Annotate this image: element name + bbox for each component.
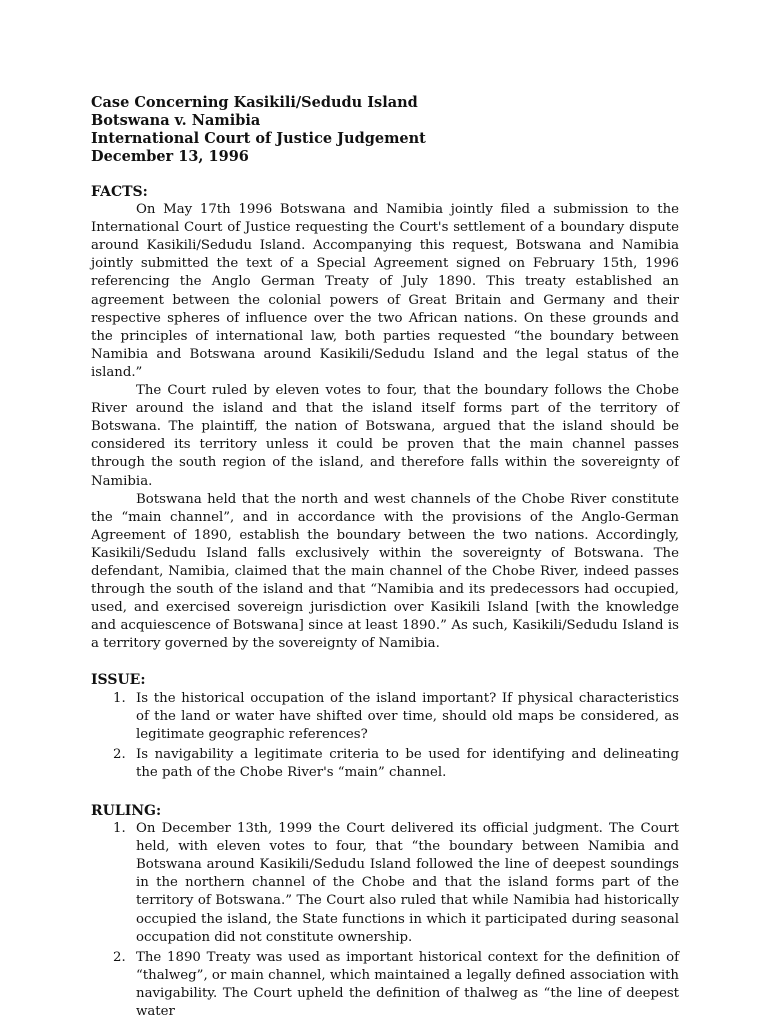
- ruling-item: [91, 820, 679, 947]
- document-body: [91, 183, 679, 1023]
- issue-item-number: 1.: [113, 690, 126, 706]
- facts-heading: FACTS:: [91, 184, 148, 200]
- ruling-item-text: On December 13th, 1999 the Court delivered its official judgment. The Court held, with eleven votes to four, that “the boundary between Namibia and Botswana around Kasikili/Sedudu Island followed the line of deepest soundings in the northern channel of the Chobe and that the island forms part of the territory of Botswana.” The Court also ruled that while Namibia had historically occupied the island, the State functions in which it participated during seasonal occupation did not constitute ownership.: [136, 821, 679, 945]
- facts-paragraph-1: On May 17th 1996 Botswana and Namibia jointly filed a submission to the International Court of Justice requesting the Court's settlement of a boundary dispute around Kasikili/Sedudu Island. Accompanying this request, Botswana and Namibia jointly submitted the text of a Special Agreement signed on February 15th, 1996 referencing the Anglo German Treaty of July 1890. This treaty established an agreement between the colonial powers of Great Britain and Germany and their respective spheres of influence over the two African nations. On these grounds and the principles of international law, both parties requested “the boundary between Namibia and Botswana around Kasikili/Sedudu Island and the legal status of the island.”: [91, 202, 679, 380]
- ruling-list: [91, 820, 679, 1021]
- facts-paragraph-3: Botswana held that the north and west channels of the Chobe River constitute the “main channel”, and in accordance with the provisions of the Anglo-German Agreement of 1890, establish the boundary between the two nations. Accordingly, Kasikili/Sedudu Island falls exclusively within the sovereignty of Botswana. The defendant, Namibia, claimed that the main channel of the Chobe River, indeed passes through the south of the island and that “Namibia and its predecessors had occupied, used, and exercised sovereign jurisdiction over Kasikili Island [with the knowledge and acquiescence of Botswana] since at least 1890.” As such, Kasikili/Sedudu Island is a territory governed by the sovereignty of Namibia.: [91, 491, 679, 652]
- issue-item-number: 2.: [113, 746, 126, 762]
- ruling-item: [91, 949, 679, 1021]
- ruling-item-text: The 1890 Treaty was used as important historical context for the definition of “thalweg”, or main channel, which maintained a legally defined association with navigability. The Court upheld the definition of thalweg as “the line of deepest water: [136, 949, 679, 1020]
- ruling-item-number: 1.: [113, 821, 126, 837]
- case-parties: Botswana v. Namibia: [91, 112, 261, 129]
- case-date: December 13, 1996: [91, 148, 249, 165]
- case-court: International Court of Justice Judgement: [91, 130, 426, 147]
- issue-item: [91, 690, 679, 744]
- issue-item-text: Is the historical occupation of the island important? If physical characteristics of the land or water have shifted over time, should old maps be considered, as legitimate geographic references?: [136, 690, 679, 742]
- issue-item-text: Is navigability a legitimate criteria to be used for identifying and delineating the path of the Chobe River's “main” channel.: [136, 746, 679, 780]
- issue-heading: ISSUE:: [91, 672, 146, 689]
- case-title: Case Concerning Kasikili/Sedudu Island: [91, 94, 418, 111]
- ruling-heading: RULING:: [91, 803, 162, 819]
- issue-list: [91, 690, 679, 782]
- ruling-item-number: 2.: [113, 949, 126, 965]
- case-header: [91, 94, 691, 166]
- issue-item: [91, 746, 679, 782]
- facts-paragraph-2: The Court ruled by eleven votes to four, that the boundary follows the Chobe River around the island and that the island itself forms part of the territory of Botswana. The plaintiff, the nation of Botswana, argued that the island should be considered its territory unless it could be proven that the main channel passes through the south region of the island, and therefore falls within the sovereignty of Namibia.: [91, 383, 679, 489]
